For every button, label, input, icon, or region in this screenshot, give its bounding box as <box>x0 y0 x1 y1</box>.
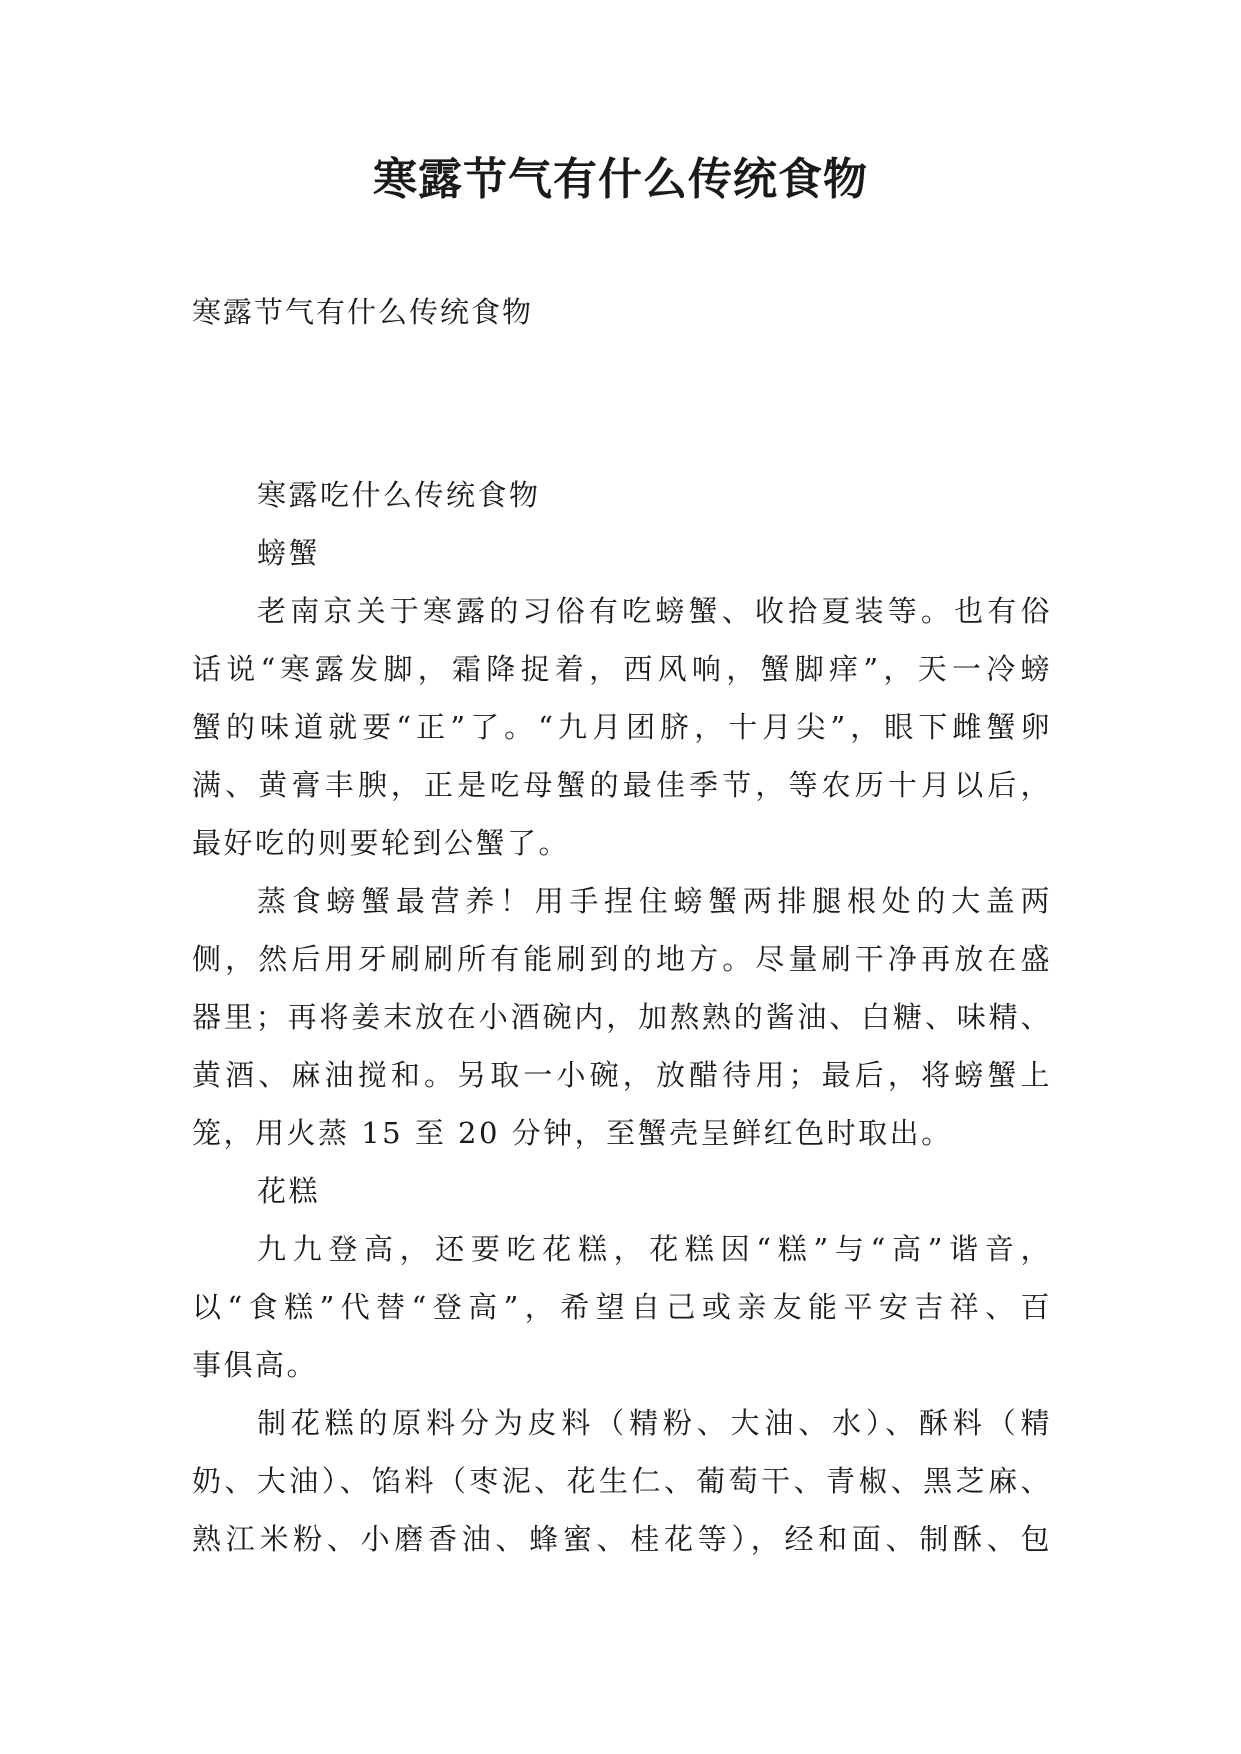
paragraph-line: 老南京关于寒露的习俗有吃螃蟹、收拾夏装等。也有俗 <box>257 594 1052 628</box>
document-subtitle: 寒露节气有什么传统食物 <box>192 295 534 329</box>
document-title: 寒露节气有什么传统食物 <box>373 154 868 205</box>
paragraph-line: 事俱高。 <box>192 1348 319 1382</box>
paragraph-line: 奶、大油）、馅料（枣泥、花生仁、葡萄干、青椒、黑芝麻、 <box>192 1464 1052 1498</box>
paragraph-line: 侧，然后用牙刷刷所有能刷到的地方。尽量刷干净再放在盛 <box>192 942 1052 976</box>
paragraph-line: 熟江米粉、小磨香油、蜂蜜、桂花等），经和面、制酥、包 <box>192 1522 1052 1556</box>
paragraph-line: 话说“寒露发脚，霜降捉着，西风响，蟹脚痒”，天一冷螃 <box>192 652 1052 686</box>
paragraph-line: 蒸食螃蟹最营养！用手捏住螃蟹两排腿根处的大盖两 <box>257 884 1052 918</box>
subsection-heading-crab: 螃蟹 <box>257 536 321 570</box>
paragraph-line: 满、黄膏丰腴，正是吃母蟹的最佳季节，等农历十月以后， <box>192 768 1052 802</box>
document-body <box>192 466 1052 1568</box>
subsection-heading-flower-cake: 花糕 <box>257 1174 321 1208</box>
paragraph-line: 黄酒、麻油搅和。另取一小碗，放醋待用；最后，将螃蟹上 <box>192 1058 1052 1092</box>
paragraph-line: 制花糕的原料分为皮料（精粉、大油、水）、酥料（精 <box>257 1406 1052 1440</box>
paragraph-line: 九九登高，还要吃花糕，花糕因“糕”与“高”谐音， <box>257 1232 1052 1266</box>
paragraph-line: 最好吃的则要轮到公蟹了。 <box>192 826 571 860</box>
paragraph-line: 器里；再将姜末放在小酒碗内，加熬熟的酱油、白糖、味精、 <box>192 1000 1052 1034</box>
paragraph-line: 蟹的味道就要“正”了。“九月团脐，十月尖”，眼下雌蟹卵 <box>192 710 1052 744</box>
paragraph-line: 以“食糕”代替“登高”，希望自己或亲友能平安吉祥、百 <box>192 1290 1052 1324</box>
paragraph-line: 笼，用火蒸 15 至 20 分钟，至蟹壳呈鲜红色时取出。 <box>192 1116 953 1150</box>
section-heading: 寒露吃什么传统食物 <box>257 478 541 512</box>
